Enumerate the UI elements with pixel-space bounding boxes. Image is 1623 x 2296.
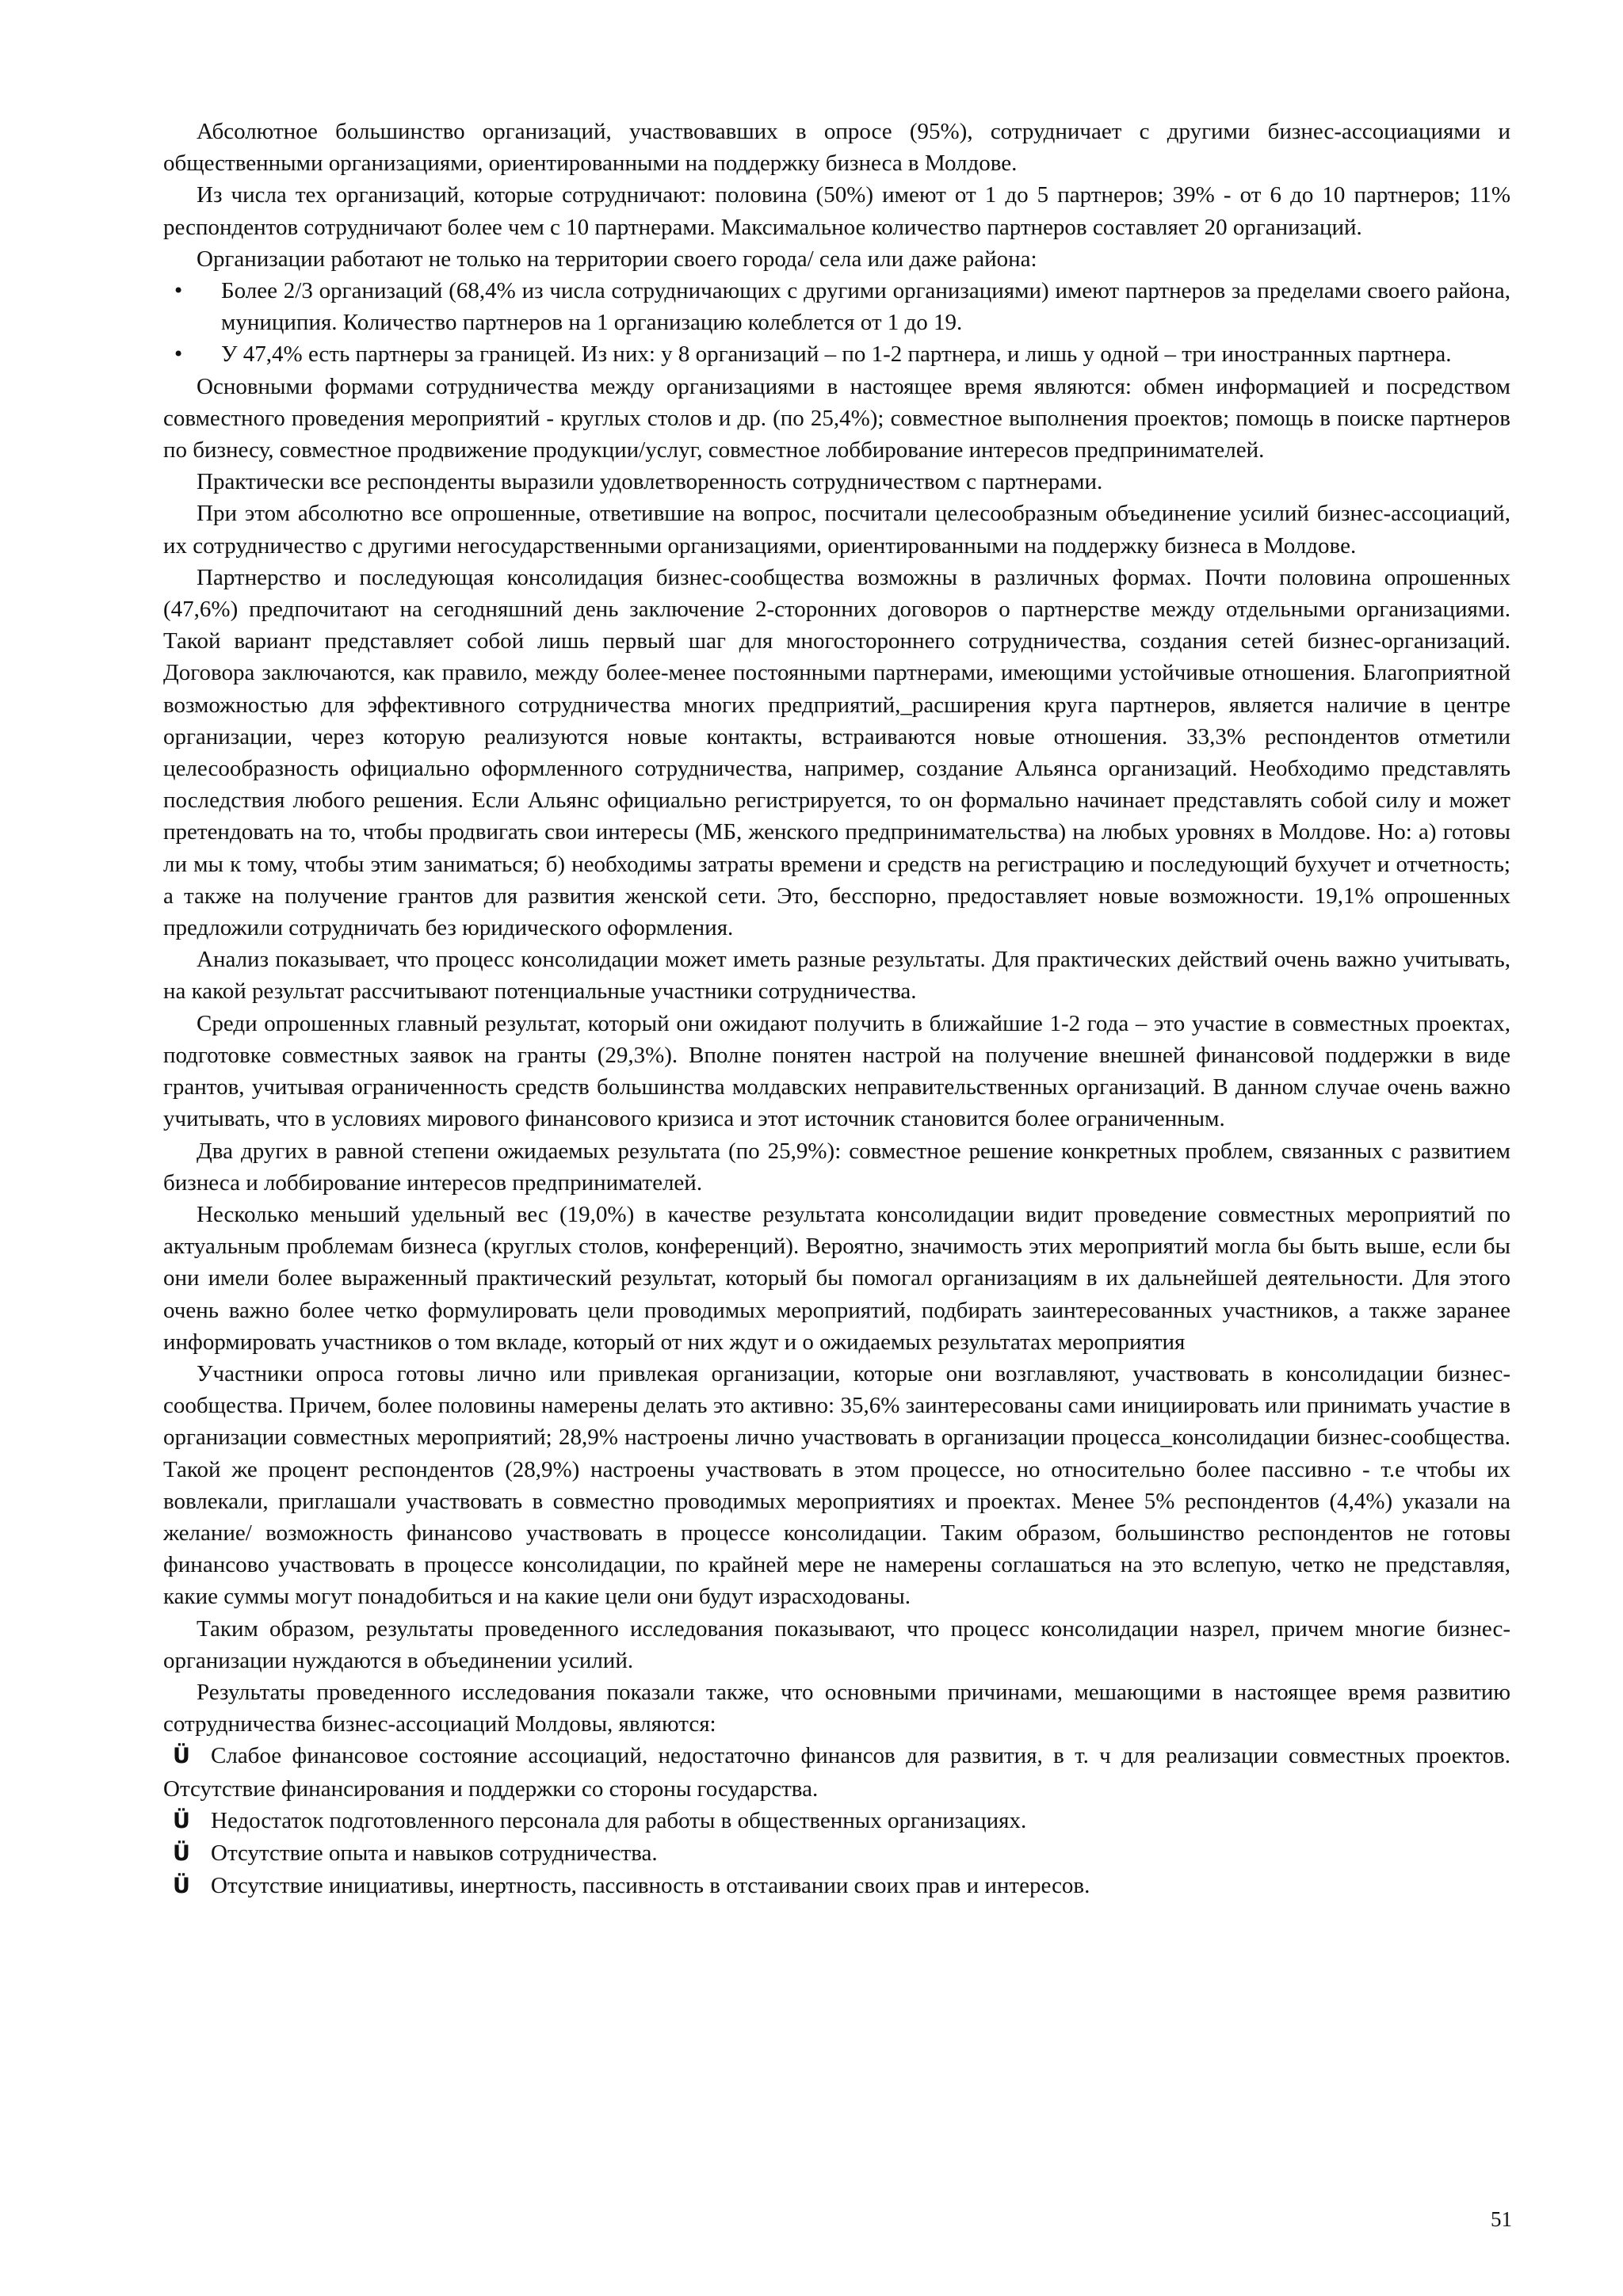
paragraph: Среди опрошенных главный результат, который они ожидают получить в ближайшие 1-2 года – это участие в совместных проектах, подготовке совместных заявок на гранты (29,3%). Вполне понятен настрой на получение внешней финансовой поддержки в виде грантов, учитывая ограниченность средств большинства молдавских неправительственных организаций. В данном случае очень важно учитывать, что в условиях мирового финансового кризиса и этот источник становится более ограниченным. (163, 1010, 1510, 1132)
list-item-text: У 47,4% есть партнеры за границей. Из них: у 8 организаций – по 1-2 партнера, и лишь у одной – три иностранных партнера. (221, 341, 1452, 368)
list-item (163, 275, 1510, 338)
paragraph: Организации работают не только на территории своего города/ села или даже района: (197, 246, 1037, 272)
list-item-text: Более 2/3 организаций (68,4% из числа сотрудничающих с другими организациями) имеют партнеров за пределами своего района, муниципия. Количество партнеров на 1 организацию колеблется от 1 до 19. (221, 278, 1510, 336)
bullet-list (163, 275, 1510, 371)
paragraph: Несколько меньший удельный вес (19,0%) в качестве результата консолидации видит проведение совместных мероприятий по актуальным проблемам бизнеса (круглых столов, конференций). Вероятно, значимость этих мероприятий могла бы быть выше, если бы они имели более выраженный практический результат, который бы помогал организациям в их дальнейшей деятельности. Для этого очень важно более четко формулировать цели проводимых мероприятий, подбирать заинтересованных участников, а также заранее информировать участников о том вкладе, который от них ждут и о ожидаемых результатах мероприятия (163, 1201, 1510, 1355)
list-item-text: Недостаток подготовленного персонала для работы в общественных организациях. (211, 1807, 1027, 1833)
document-page (163, 116, 1510, 1902)
list-item (163, 1740, 1510, 1804)
paragraph: Участники опроса готовы лично или привлекая организации, которые они возглавляют, участвовать в консолидации бизнес-сообщества. Причем, более половины намерены делать это активно: 35,6% заинтересованы сами инициировать или принимать участие в организации совместных мероприятий; 28,9% настроены лично участвовать в организации процесса_консолидации бизнес-сообщества. Такой же процент респондентов (28,9%) настроены участвовать в этом процессе, но относительно более пассивно - т.е чтобы их вовлекали, приглашали участвовать в совместно проводимых мероприятиях и проектах. Менее 5% респондентов (4,4%) указали на желание/ возможность финансово участвовать в процессе консолидации. Таким образом, большинство респондентов не готовы финансово участвовать в процессе консолидации, по крайней мере не намерены соглашаться на это вслепую, четко не представляя, какие суммы могут понадобиться и на какие цели они будут израсходованы. (163, 1360, 1510, 1610)
paragraph: Таким образом, результаты проведенного исследования показывают, что процесс консолидации назрел, причем многие бизнес-организации нуждаются в объединении усилий. (163, 1615, 1510, 1673)
paragraph: Партнерство и последующая консолидация бизнес-сообщества возможны в различных формах. Почти половина опрошенных (47,6%) предпочитают на сегодняшний день заключение 2-сторонних договоров о партнерстве между отдельными организациями. Такой вариант представляет собой лишь первый шаг для многостороннего сотрудничества, создания сетей бизнес-организаций. Договора заключаются, как правило, между более-менее постоянными партнерами, имеющими устойчивые отношения. Благоприятной возможностью для эффективного сотрудничества многих предприятий,_расширения круга партнеров, является наличие в центре организации, через которую реализуются новые контакты, встраиваются новые отношения. 33,3% респондентов отметили целесообразность официально оформленного сотрудничества, например, создание Альянса организаций. Необходимо представлять последствия любого решения. Если Альянс официально регистрируется, то он формально начинает представлять собой силу и может претендовать на то, чтобы продвигать свои интересы (МБ, женского предпринимательства) на любых уровнях в Молдове. Но: а) готовы ли мы к тому, чтобы этим заниматься; б) необходимы затраты времени и средств на регистрацию и последующий бухучет и отчетность; а также на получение грантов для развития женской сети. Это, бесспорно, предоставляет новые возможности. 19,1% опрошенных предложили сотрудничать без юридического оформления. (163, 564, 1510, 941)
paragraph: Абсолютное большинство организаций, участвовавших в опросе (95%), сотрудничает с другими бизнес-ассоциациями и общественными организациями, ориентированными на поддержку бизнеса в Молдове. (163, 119, 1510, 177)
bullet-icon: • (173, 280, 185, 303)
checkmark-icon: Ü (173, 1808, 190, 1833)
paragraph: При этом абсолютно все опрошенные, ответившие на вопрос, посчитали целесообразным объединение усилий бизнес-ассоциаций, их сотрудничество с другими негосударственными организациями, ориентированными на поддержку бизнеса в Молдове. (163, 501, 1510, 559)
paragraph: Основными формами сотрудничества между организациями в настоящее время являются: обмен информацией и посредством совместного проведения мероприятий - круглых столов и др. (по 25,4%); совместное выполнения проектов; помощь в поиске партнеров по бизнесу, совместное продвижение продукции/услуг, совместное лоббирование интересов предпринимателей. (163, 373, 1510, 463)
checkmark-icon: Ü (173, 1840, 190, 1866)
bullet-icon: • (173, 343, 185, 366)
paragraph: Анализ показывает, что процесс консолидации может иметь разные результаты. Для практических действий очень важно учитывать, на какой результат рассчитывают потенциальные участники сотрудничества. (163, 947, 1510, 1005)
list-item-text: Отсутствие инициативы, инертность, пассивность в отстаивании своих прав и интересов. (211, 1873, 1090, 1899)
list-item (163, 1805, 1510, 1837)
list-item-text: Слабое финансовое состояние ассоциаций, недостаточно финансов для развития, в т. ч для реализации совместных проектов. Отсутствие финансирования и поддержки со стороны государства. (163, 1743, 1510, 1802)
paragraph: Практически все респонденты выразили удовлетворенность сотрудничеством с партнерами. (197, 469, 1103, 495)
checkmark-icon: Ü (173, 1744, 190, 1769)
checkmark-icon: Ü (173, 1874, 190, 1899)
list-item (163, 1870, 1510, 1902)
page-number: 51 (1491, 2207, 1512, 2231)
list-item (163, 338, 1510, 370)
reasons-list (163, 1740, 1510, 1902)
list-item-text: Отсутствие опыта и навыков сотрудничества. (211, 1840, 658, 1866)
paragraph: Два других в равной степени ожидаемых результата (по 25,9%): совместное решение конкретных проблем, связанных с развитием бизнеса и лоббирование интересов предпринимателей. (163, 1138, 1510, 1196)
paragraph: Из числа тех организаций, которые сотрудничают: половина (50%) имеют от 1 до 5 партнеров; 39% - от 6 до 10 партнеров; 11% респондентов сотрудничают более чем с 10 партнерами. Максимальное количество партнеров составляет 20 организаций. (163, 182, 1510, 240)
paragraph: Результаты проведенного исследования показали также, что основными причинами, мешающими в настоящее время развитию сотрудничества бизнес-ассоциаций Молдовы, являются: (163, 1679, 1510, 1737)
list-item (163, 1837, 1510, 1870)
